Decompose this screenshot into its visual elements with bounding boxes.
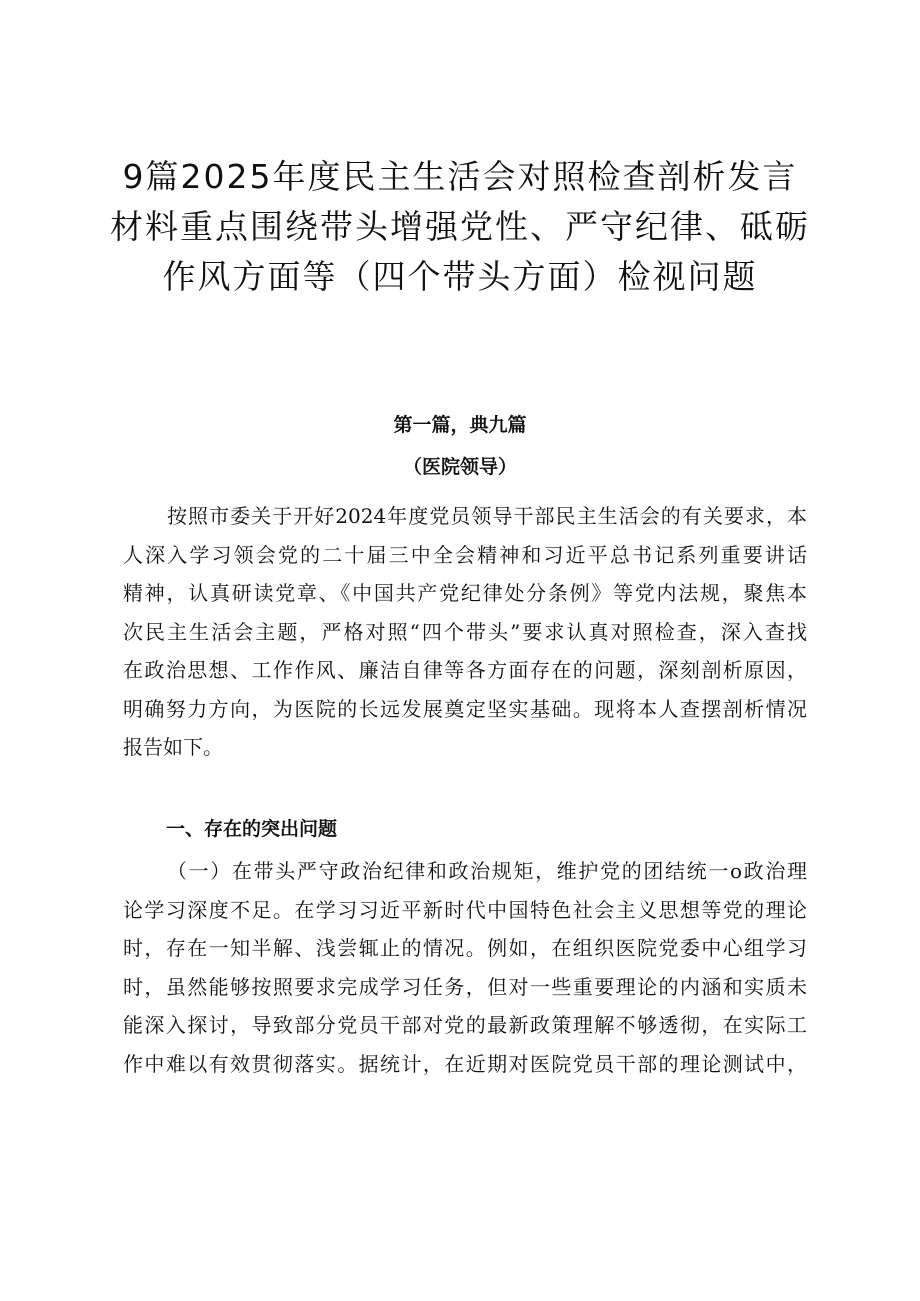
intro-line-3: 精神，认真研读党章、《中国共产党纪律处分条例》等党内法规，聚焦本: [123, 581, 807, 605]
section-line-6: 作中难以有效贯彻落实。据统计，在近期对医院党员干部的理论测试中，: [123, 1051, 807, 1076]
section-line-1: （一）在带头严守政治纪律和政治规矩，维护党的团结统一o政治理: [167, 859, 807, 883]
intro-paragraph: [123, 497, 807, 767]
title-line-3: 作风方面等（四个带头方面）检视问题: [162, 257, 758, 296]
section-heading: 一、存在的突出问题: [166, 818, 338, 840]
section-paragraph: [123, 852, 807, 1083]
chapter-heading: 第一篇，典九篇: [393, 414, 527, 436]
section-line-5: 能深入探讨，导致部分党员干部对党的最新政策理解不够透彻，在实际工: [123, 1013, 807, 1037]
intro-line-5: 在政治思想、工作作风、廉洁自律等各方面存在的问题，深刻剖析原因，: [123, 658, 807, 682]
intro-line-4: 次民主生活会主题，严格对照“四个带头”要求认真对照检查，深入查找: [123, 619, 807, 644]
section-line-2: 论学习深度不足。在学习习近平新时代中国特色社会主义思想等党的理论: [123, 897, 807, 922]
intro-line-6: 明确努力方向，为医院的长远发展奠定坚实基础。现将本人查摆剖析情况: [123, 696, 807, 721]
intro-line-7: 报告如下。: [123, 735, 223, 759]
title-line-2: 材料重点围绕带头增强党性、严守纪律、砥砺: [110, 207, 810, 246]
chapter-subheading: （医院领导）: [402, 456, 517, 478]
section-line-3: 时，存在一知半解、浅尝辄止的情况。例如，在组织医院党委中心组学习: [123, 936, 807, 960]
intro-line-1: 按照市委关于开好2024年度党员领导干部民主生活会的有关要求，本: [167, 504, 807, 528]
document-title: [110, 152, 810, 302]
title-line-1: 9篇2025年度民主生活会对照检查剖析发言: [122, 157, 798, 196]
intro-line-2: 人深入学习领会党的二十届三中全会精神和习近平总书记系列重要讲话: [123, 542, 807, 567]
section-line-4: 时，虽然能够按照要求完成学习任务，但对一些重要理论的内涵和实质未: [123, 974, 807, 999]
